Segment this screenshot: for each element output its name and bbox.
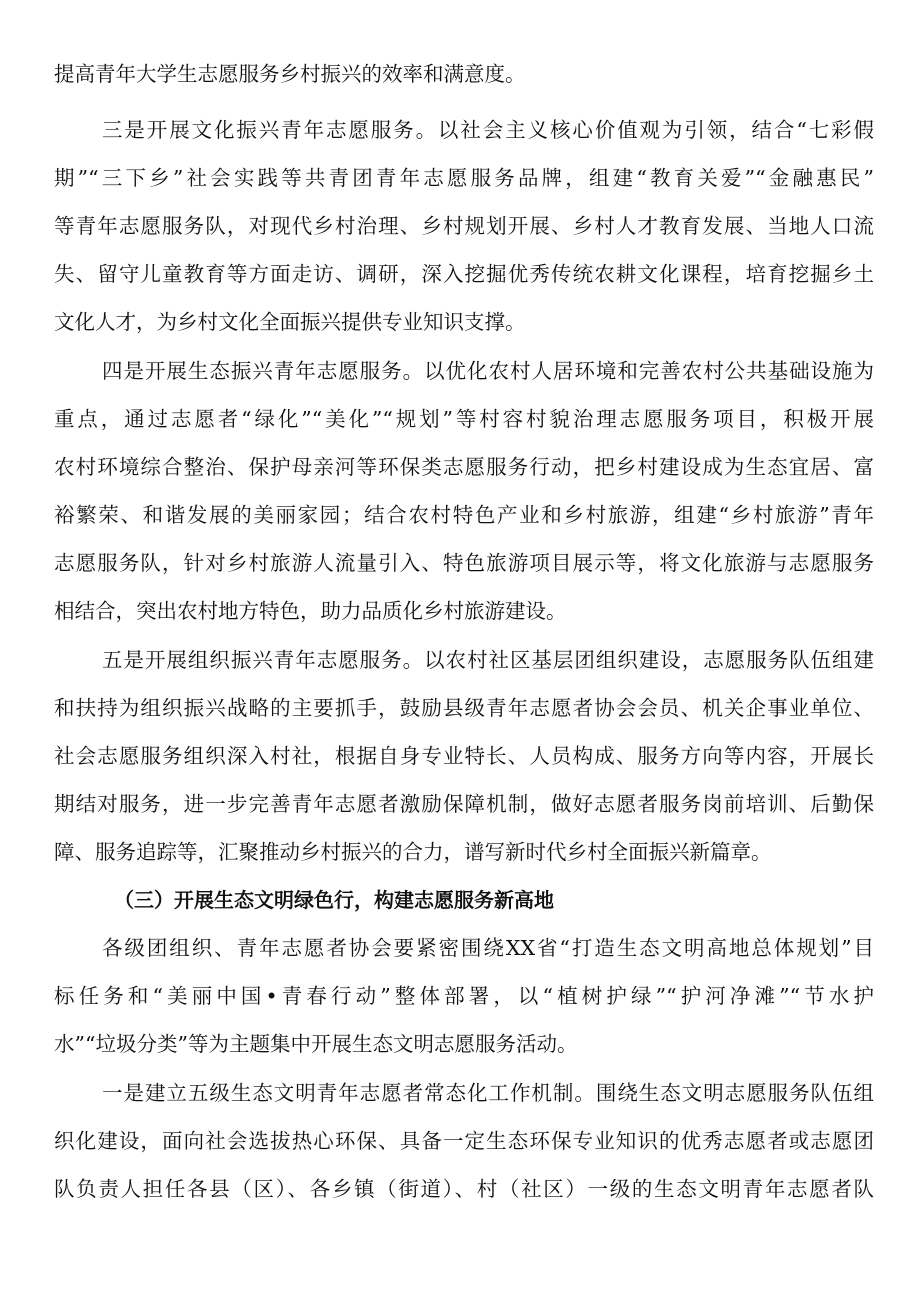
text-line: 障、服务追踪等，汇聚推动乡村振兴的合力，谱写新时代乡村全面振兴新篇章。 bbox=[54, 840, 772, 864]
text-line: 提高青年大学生志愿服务乡村振兴的效率和满意度。 bbox=[54, 62, 526, 86]
section-heading: （三）开展生态文明绿色行，构建志愿服务新高地 bbox=[114, 888, 554, 912]
paragraph-first-line: 各级团组织、青年志愿者协会要紧密围绕XX省“打造生态文明高地总体规划”目 bbox=[102, 936, 874, 960]
text-line: 期结对服务，进一步完善青年志愿者激励保障机制，做好志愿者服务岗前培训、后勤保 bbox=[54, 792, 874, 816]
text-line: 织化建设，面向社会选拔热心环保、具备一定生态环保专业知识的优秀志愿者或志愿团 bbox=[54, 1129, 874, 1153]
text-line: 队负责人担任各县（区）、各乡镇（街道）、村（社区）一级的生态文明青年志愿者队 bbox=[54, 1177, 874, 1201]
text-line: 水”“垃圾分类”等为主题集中开展生态文明志愿服务活动。 bbox=[54, 1032, 578, 1056]
paragraph-first-line: 一是建立五级生态文明青年志愿者常态化工作机制。围绕生态文明志愿服务队伍组 bbox=[102, 1081, 874, 1105]
text-line: 裕繁荣、和谐发展的美丽家园；结合农村特色产业和乡村旅游，组建“乡村旅游”青年 bbox=[54, 503, 874, 527]
text-line: 等青年志愿服务队，对现代乡村治理、乡村规划开展、乡村人才教育发展、当地人口流 bbox=[54, 214, 874, 238]
paragraph-first-line: 三是开展文化振兴青年志愿服务。以社会主义核心价值观为引领，结合“七彩假 bbox=[102, 118, 874, 142]
text-line: 农村环境综合整治、保护母亲河等环保类志愿服务行动，把乡村建设成为生态宜居、富 bbox=[54, 455, 874, 479]
text-line: 文化人才，为乡村文化全面振兴提供专业知识支撑。 bbox=[54, 310, 526, 334]
text-line: 和扶持为组织振兴战略的主要抓手，鼓励县级青年志愿者协会会员、机关企事业单位、 bbox=[54, 696, 874, 720]
text-line: 社会志愿服务组织深入村社，根据自身专业特长、人员构成、服务方向等内容，开展长 bbox=[54, 744, 874, 768]
paragraph-first-line: 四是开展生态振兴青年志愿服务。以优化农村人居环境和完善农村公共基础设施为 bbox=[102, 359, 874, 383]
text-line: 志愿服务队，针对乡村旅游人流量引入、特色旅游项目展示等，将文化旅游与志愿服务 bbox=[54, 551, 874, 575]
text-line: 重点，通过志愿者“绿化”“美化”“规划”等村容村貌治理志愿服务项目，积极开展 bbox=[54, 407, 874, 431]
text-line: 相结合，突出农村地方特色，助力品质化乡村旅游建设。 bbox=[54, 599, 567, 623]
paragraph-first-line: 五是开展组织振兴青年志愿服务。以农村社区基层团组织建设，志愿服务队伍组建 bbox=[102, 648, 874, 672]
text-line: 期”“三下乡”社会实践等共青团青年志愿服务品牌，组建“教育关爱”“金融惠民” bbox=[54, 166, 874, 190]
text-line: 失、留守儿童教育等方面走访、调研，深入挖掘优秀传统农耕文化课程，培育挖掘乡土 bbox=[54, 262, 874, 286]
text-line: 标任务和“美丽中国•青春行动”整体部署，以“植树护绿”“护河净滩”“节水护 bbox=[54, 984, 874, 1008]
